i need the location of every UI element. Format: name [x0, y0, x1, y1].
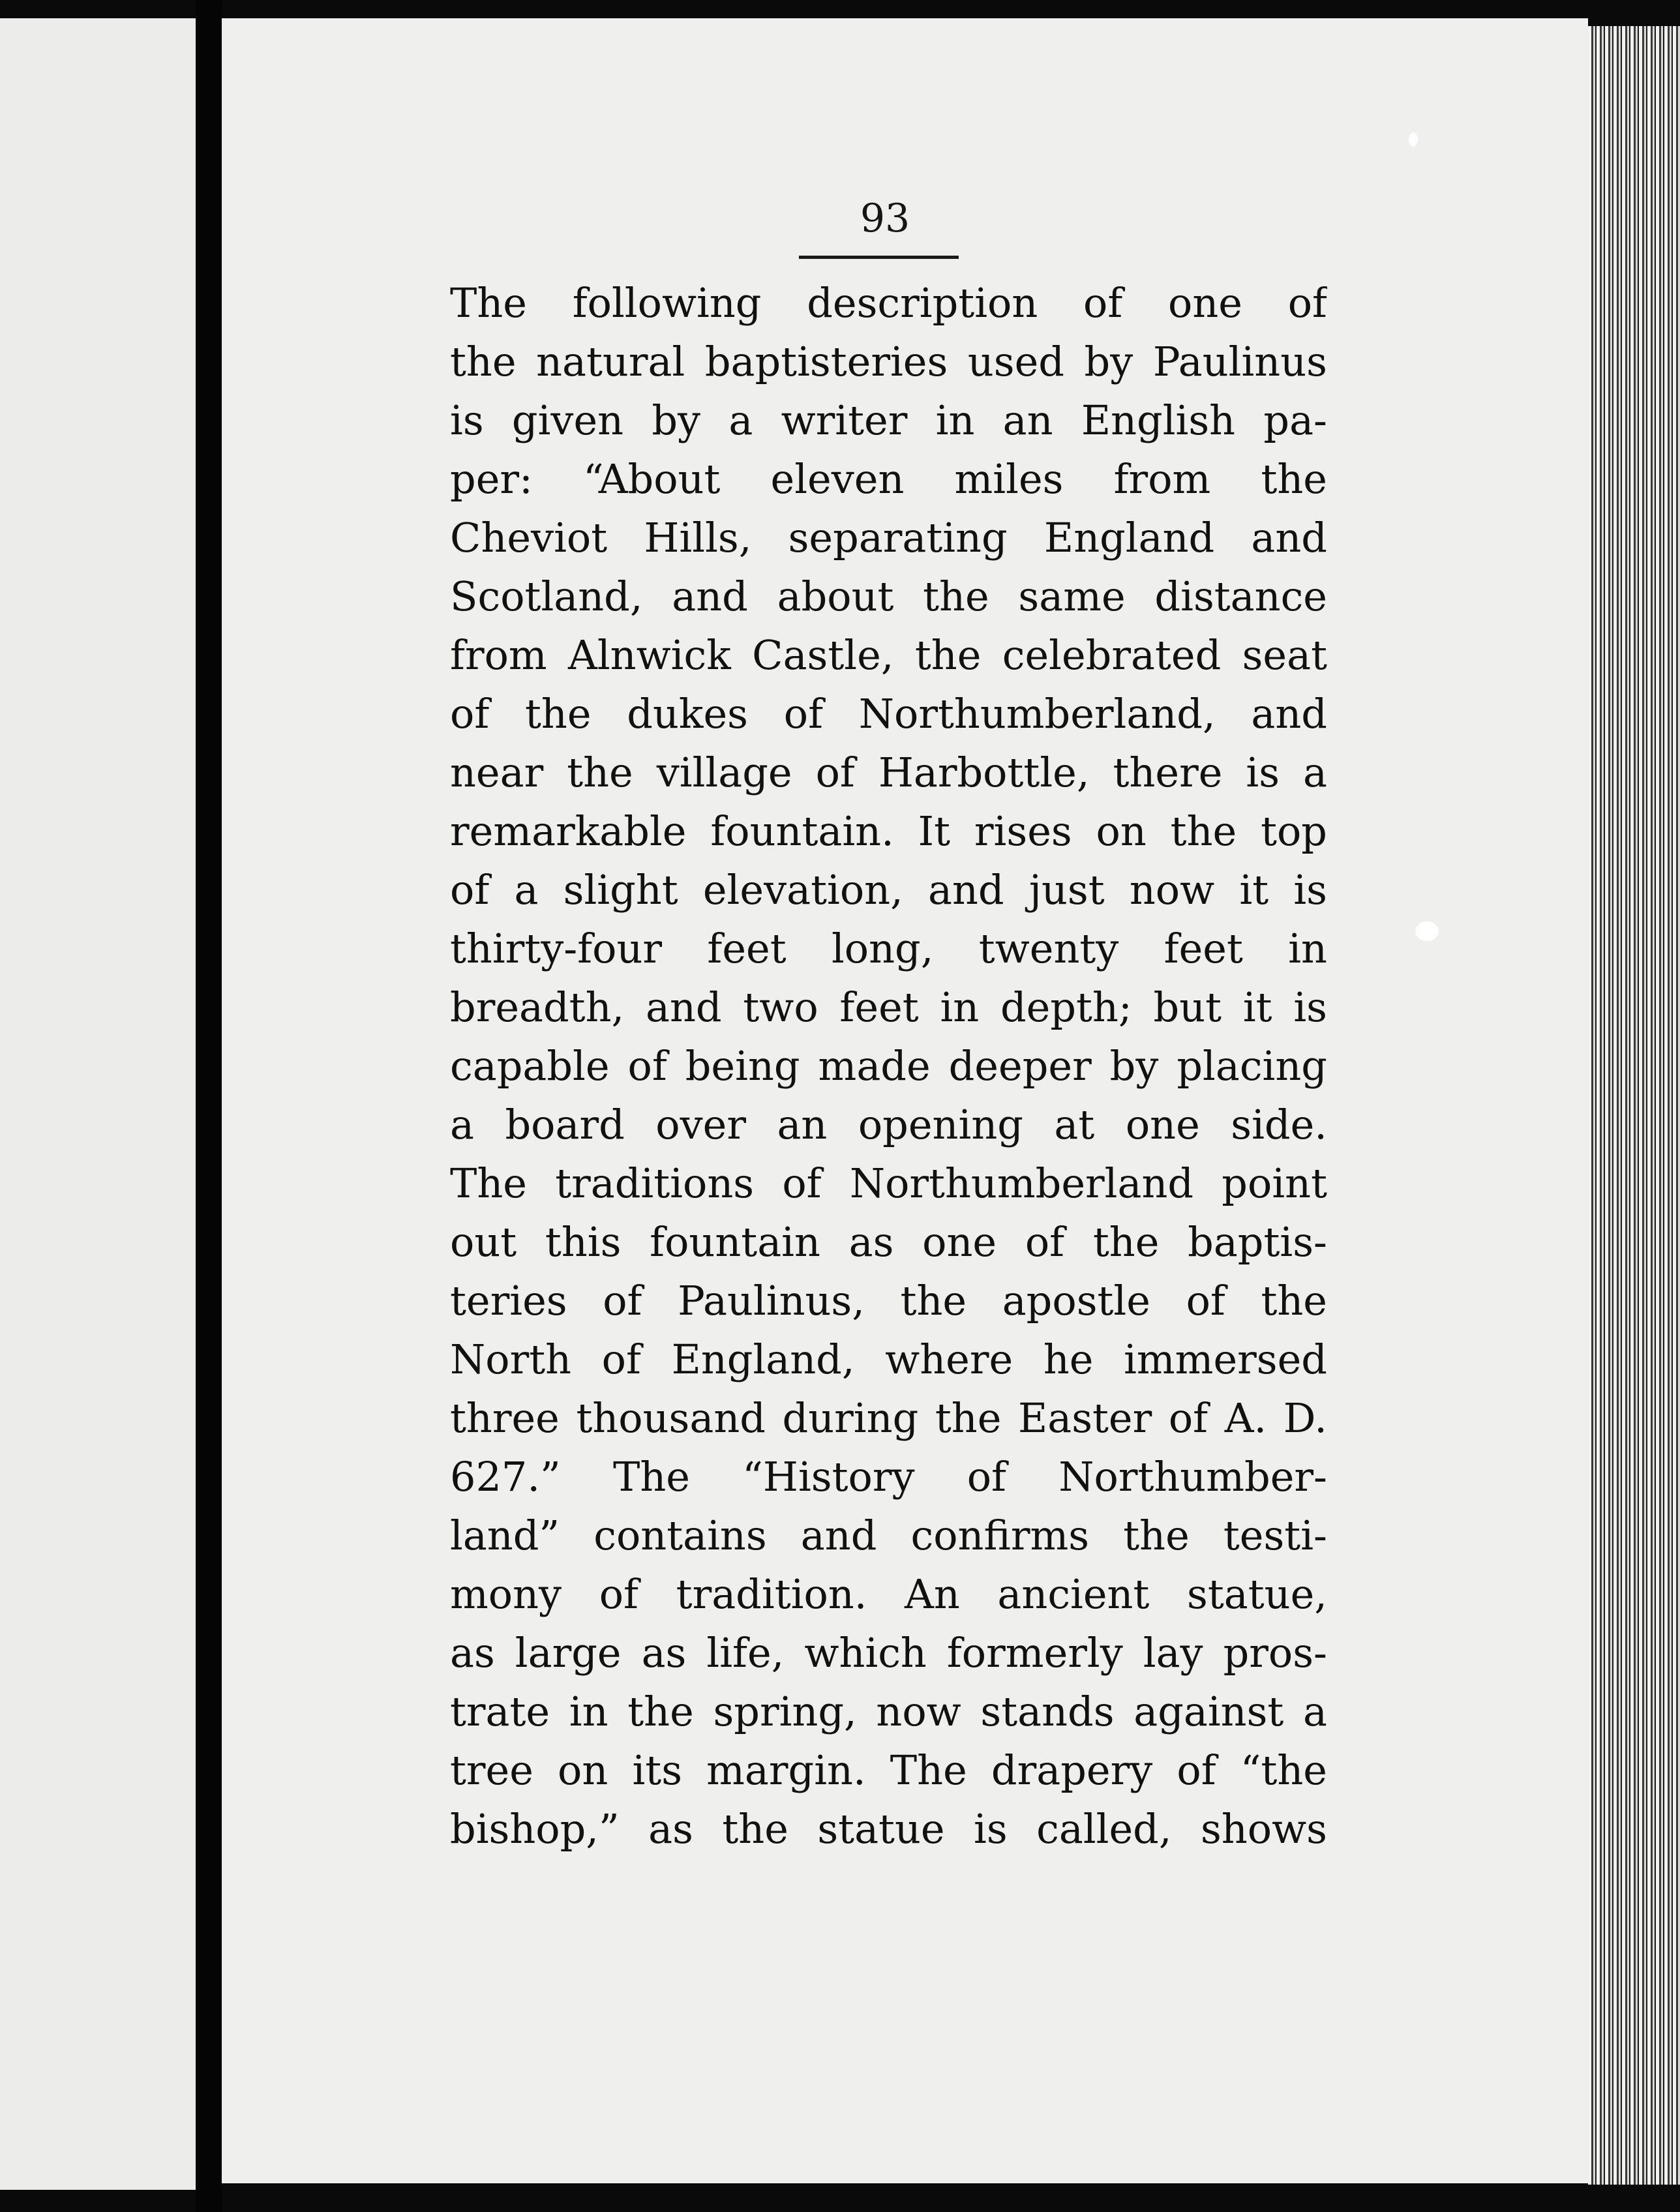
book-gutter	[196, 0, 222, 2212]
text-line: bishop,” as the statue is called, shows	[450, 1805, 1327, 1853]
text-line: land” contains and confirms the testi-	[450, 1512, 1327, 1559]
text-line: the natural baptisteries used by Paulinus	[450, 338, 1327, 385]
left-page-edge	[0, 18, 196, 2190]
text-line: breadth, and two feet in depth; but it is	[450, 983, 1327, 1031]
text-line: of a slight elevation, and just now it is	[450, 866, 1327, 914]
text-line: North of England, where he immersed	[450, 1336, 1327, 1383]
text-line: a board over an opening at one side.	[450, 1101, 1327, 1148]
header-rule	[799, 256, 959, 259]
text-line: tree on its margin. The drapery of “the	[450, 1746, 1327, 1794]
paper-speck	[1409, 132, 1418, 147]
text-line: teries of Paulinus, the apostle of the	[450, 1277, 1327, 1324]
body-text	[450, 274, 1327, 1859]
text-line: capable of being made deeper by placing	[450, 1042, 1327, 1090]
text-line: of the dukes of Northumberland, and	[450, 690, 1327, 738]
text-line: as large as life, which formerly lay pros-	[450, 1629, 1327, 1677]
text-line: Scotland, and about the same distance	[450, 573, 1327, 620]
paper-speck	[1415, 921, 1439, 941]
text-line: thirty-four feet long, twenty feet in	[450, 925, 1327, 972]
text-line: three thousand during the Easter of A. D.	[450, 1394, 1327, 1442]
text-line: trate in the spring, now stands against a	[450, 1688, 1327, 1735]
text-line: The following description of one of	[450, 279, 1327, 327]
text-line: per: “About eleven miles from the	[450, 455, 1327, 503]
text-line: remarkable fountain. It rises on the top	[450, 807, 1327, 855]
text-line: Cheviot Hills, separating England and	[450, 514, 1327, 561]
text-line: The traditions of Northumberland point	[450, 1159, 1327, 1207]
text-line: is given by a writer in an English pa-	[450, 396, 1327, 444]
text-line: mony of tradition. An ancient statue,	[450, 1570, 1327, 1618]
page-fore-edge	[1588, 26, 1680, 2185]
text-line: from Alnwick Castle, the celebrated seat	[450, 631, 1327, 679]
text-line: out this fountain as one of the baptis-	[450, 1218, 1327, 1266]
text-line: near the village of Harbottle, there is a	[450, 749, 1327, 796]
text-line: 627.” The “History of Northumber-	[450, 1453, 1327, 1501]
page-number: 93	[860, 196, 910, 241]
